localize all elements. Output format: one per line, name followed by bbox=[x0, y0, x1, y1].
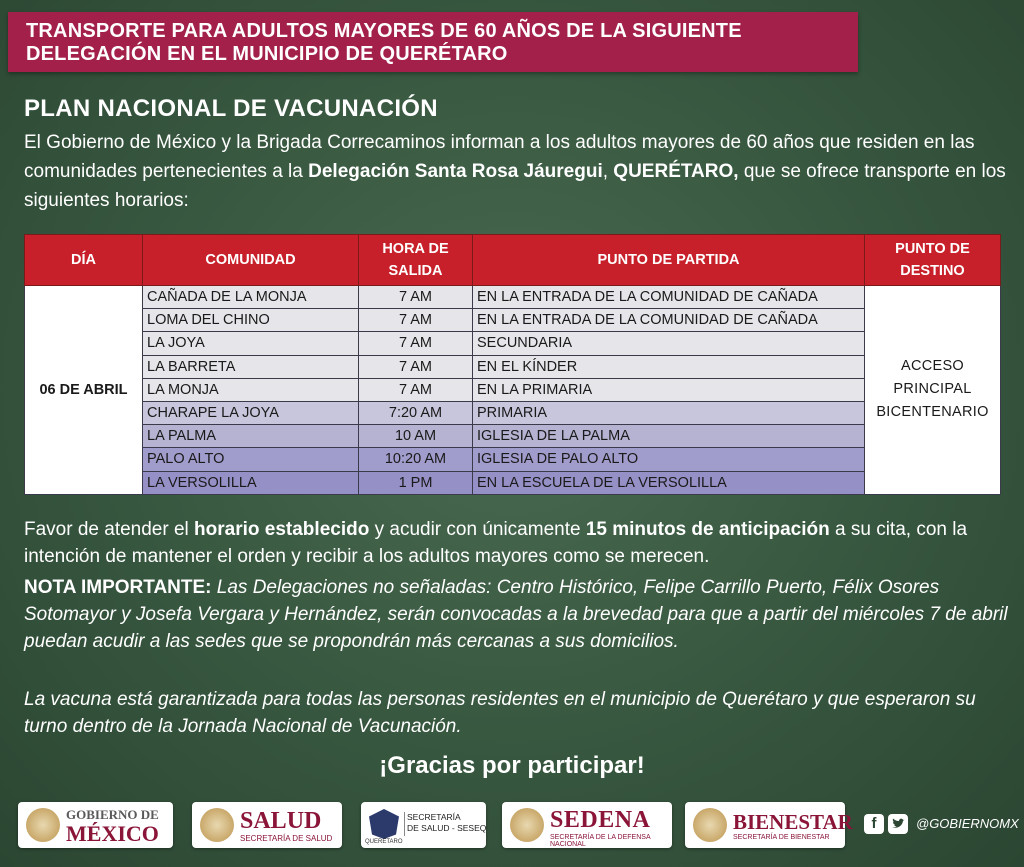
crest-label: QUERÉTARO bbox=[365, 839, 403, 845]
national-seal-icon bbox=[200, 808, 234, 842]
footer-logos bbox=[0, 798, 1024, 853]
header-hora-line2: SALIDA bbox=[388, 263, 443, 279]
hora-cell: 7:20 AM bbox=[359, 401, 473, 424]
table-row bbox=[25, 378, 1001, 401]
logo-divider bbox=[404, 812, 405, 836]
bienestar-subtitle: SECRETARÍA DE BIENESTAR bbox=[733, 834, 830, 841]
destino-line3: BICENTENARIO bbox=[876, 404, 989, 421]
intro-text-3: que se ofrece transporte en los siguientes horarios: bbox=[24, 161, 1006, 211]
salud-logo bbox=[192, 802, 342, 848]
comunidad-cell: CHARAPE LA JOYA bbox=[143, 401, 359, 424]
seseq-text bbox=[407, 812, 487, 834]
notice-text-a: Favor de atender el bbox=[24, 519, 195, 540]
gobierno-line2: MÉXICO bbox=[66, 821, 159, 846]
partida-cell: SECUNDARIA bbox=[473, 332, 865, 355]
partida-cell: EN LA ENTRADA DE LA COMUNIDAD DE CAÑADA bbox=[473, 286, 865, 309]
destino-line1: ACCESO bbox=[900, 358, 965, 375]
partida-cell: IGLESIA DE LA PALMA bbox=[473, 425, 865, 448]
hora-cell: 1 PM bbox=[359, 471, 473, 494]
header-comunidad: COMUNIDAD bbox=[143, 235, 359, 286]
comunidad-cell: LOMA DEL CHINO bbox=[143, 309, 359, 332]
intro-paragraph bbox=[24, 128, 1014, 215]
partida-cell: EN LA PRIMARIA bbox=[473, 378, 865, 401]
header-partida: PUNTO DE PARTIDA bbox=[473, 235, 865, 286]
intro-state: QUERÉTARO, bbox=[613, 161, 739, 182]
hora-cell: 7 AM bbox=[359, 286, 473, 309]
section-heading: PLAN NACIONAL DE VACUNACIÓN bbox=[24, 95, 438, 122]
table-row bbox=[25, 425, 1001, 448]
comunidad-cell: LA JOYA bbox=[143, 332, 359, 355]
banner-title bbox=[26, 20, 846, 66]
partida-cell: PRIMARIA bbox=[473, 401, 865, 424]
intro-text-1: El Gobierno de México y la Brigada Correcaminos informan a los adultos mayores de 60 años que residen en las comunidades pertenecientes a la bbox=[24, 132, 975, 182]
comunidad-cell: PALO ALTO bbox=[143, 448, 359, 471]
banner-line-1: TRANSPORTE PARA ADULTOS MAYORES DE 60 AÑOS DE LA SIGUIENTE bbox=[26, 20, 742, 42]
partida-cell: EN LA ESCUELA DE LA VERSOLILLA bbox=[473, 471, 865, 494]
hora-cell: 10:20 AM bbox=[359, 448, 473, 471]
hora-cell: 7 AM bbox=[359, 332, 473, 355]
salud-subtitle: SECRETARÍA DE SALUD bbox=[240, 834, 333, 843]
table-row bbox=[25, 448, 1001, 471]
destino-line2: PRINCIPAL bbox=[893, 381, 972, 398]
sedena-logo bbox=[502, 802, 672, 848]
table-row bbox=[25, 471, 1001, 494]
nota-label: NOTA IMPORTANTE: bbox=[24, 577, 212, 598]
sedena-subtitle: SECRETARÍA DE LA DEFENSA NACIONAL bbox=[550, 834, 651, 848]
seseq-line2: DE SALUD - SESEQ bbox=[407, 823, 487, 833]
comunidad-cell: LA VERSOLILLA bbox=[143, 471, 359, 494]
hora-cell: 10 AM bbox=[359, 425, 473, 448]
social-handle[interactable]: @GOBIERNOMX bbox=[916, 816, 1019, 831]
banner-line-2: DELEGACIÓN EN EL MUNICIPIO DE QUERÉTARO bbox=[26, 43, 508, 65]
notice-minutes: 15 minutos de anticipación bbox=[585, 519, 830, 540]
comunidad-cell: LA PALMA bbox=[143, 425, 359, 448]
comunidad-cell: LA BARRETA bbox=[143, 355, 359, 378]
thanks-message: ¡Gracias por participar! bbox=[379, 752, 645, 779]
guarantee-paragraph: La vacuna está garantizada para todas las personas residentes en el municipio de Querétaro y que esperaron su turno dentro de la Jornada Nacional de Vacunación. bbox=[24, 689, 976, 737]
header-hora bbox=[359, 235, 473, 286]
table-header-row bbox=[25, 235, 1001, 286]
header-destino-line2: DESTINO bbox=[900, 263, 965, 279]
bienestar-logo bbox=[685, 802, 853, 848]
header-dia: DÍA bbox=[25, 235, 143, 286]
comunidad-cell: LA MONJA bbox=[143, 378, 359, 401]
table-row bbox=[25, 332, 1001, 355]
header-destino bbox=[865, 235, 1001, 286]
title-banner bbox=[8, 12, 858, 72]
partida-cell: EN LA ENTRADA DE LA COMUNIDAD DE CAÑADA bbox=[473, 309, 865, 332]
table-row bbox=[25, 309, 1001, 332]
queretaro-crest-icon bbox=[369, 809, 399, 839]
table-row bbox=[25, 355, 1001, 378]
hora-cell: 7 AM bbox=[359, 309, 473, 332]
comunidad-cell: CAÑADA DE LA MONJA bbox=[143, 286, 359, 309]
national-seal-icon bbox=[693, 808, 727, 842]
intro-delegation: Delegación Santa Rosa Jáuregui bbox=[308, 161, 603, 182]
notice-text-c: y acudir con únicamente bbox=[369, 519, 586, 540]
nota-paragraph bbox=[24, 574, 1009, 655]
hora-cell: 7 AM bbox=[359, 355, 473, 378]
destino-cell bbox=[865, 286, 1001, 495]
gobierno-mexico-logo bbox=[18, 802, 173, 848]
seseq-line1: SECRETARÍA bbox=[407, 812, 461, 822]
salud-title: SALUD bbox=[240, 808, 322, 834]
facebook-icon[interactable]: f bbox=[864, 814, 884, 834]
seseq-logo bbox=[361, 802, 486, 848]
notice-text-e: a su cita, con la intención de mantener el orden y recibir a los adultos mayores como se merecen. bbox=[24, 519, 968, 567]
national-seal-icon bbox=[26, 808, 60, 842]
header-destino-line1: PUNTO DE bbox=[895, 241, 970, 257]
hora-cell: 7 AM bbox=[359, 378, 473, 401]
partida-cell: IGLESIA DE PALO ALTO bbox=[473, 448, 865, 471]
twitter-icon[interactable] bbox=[888, 814, 908, 834]
national-seal-icon bbox=[510, 808, 544, 842]
table-row bbox=[25, 401, 1001, 424]
schedule-table bbox=[24, 234, 1001, 495]
notice-schedule: horario establecido bbox=[194, 519, 370, 540]
day-cell: 06 DE ABRIL bbox=[25, 286, 143, 495]
partida-cell: EN EL KÍNDER bbox=[473, 355, 865, 378]
sedena-title: SEDENA bbox=[550, 807, 651, 833]
table-row bbox=[25, 286, 1001, 309]
intro-text-2: , bbox=[602, 161, 614, 182]
header-hora-line1: HORA DE bbox=[382, 241, 449, 257]
bienestar-title: BIENESTAR bbox=[733, 810, 853, 834]
gobierno-line1: GOBIERNO DE bbox=[66, 807, 159, 822]
nota-text: Las Delegaciones no señaladas: Centro Histórico, Felipe Carrillo Puerto, Félix Osores Sotomayor y Josefa Vergara y Hernández, serán convocadas a la brevedad para que a partir del miércoles 7 de abril puedan acudir a las sedes que se propondrán más cercanas a sus domicilios. bbox=[24, 577, 1008, 652]
notice-paragraph bbox=[24, 516, 1004, 570]
